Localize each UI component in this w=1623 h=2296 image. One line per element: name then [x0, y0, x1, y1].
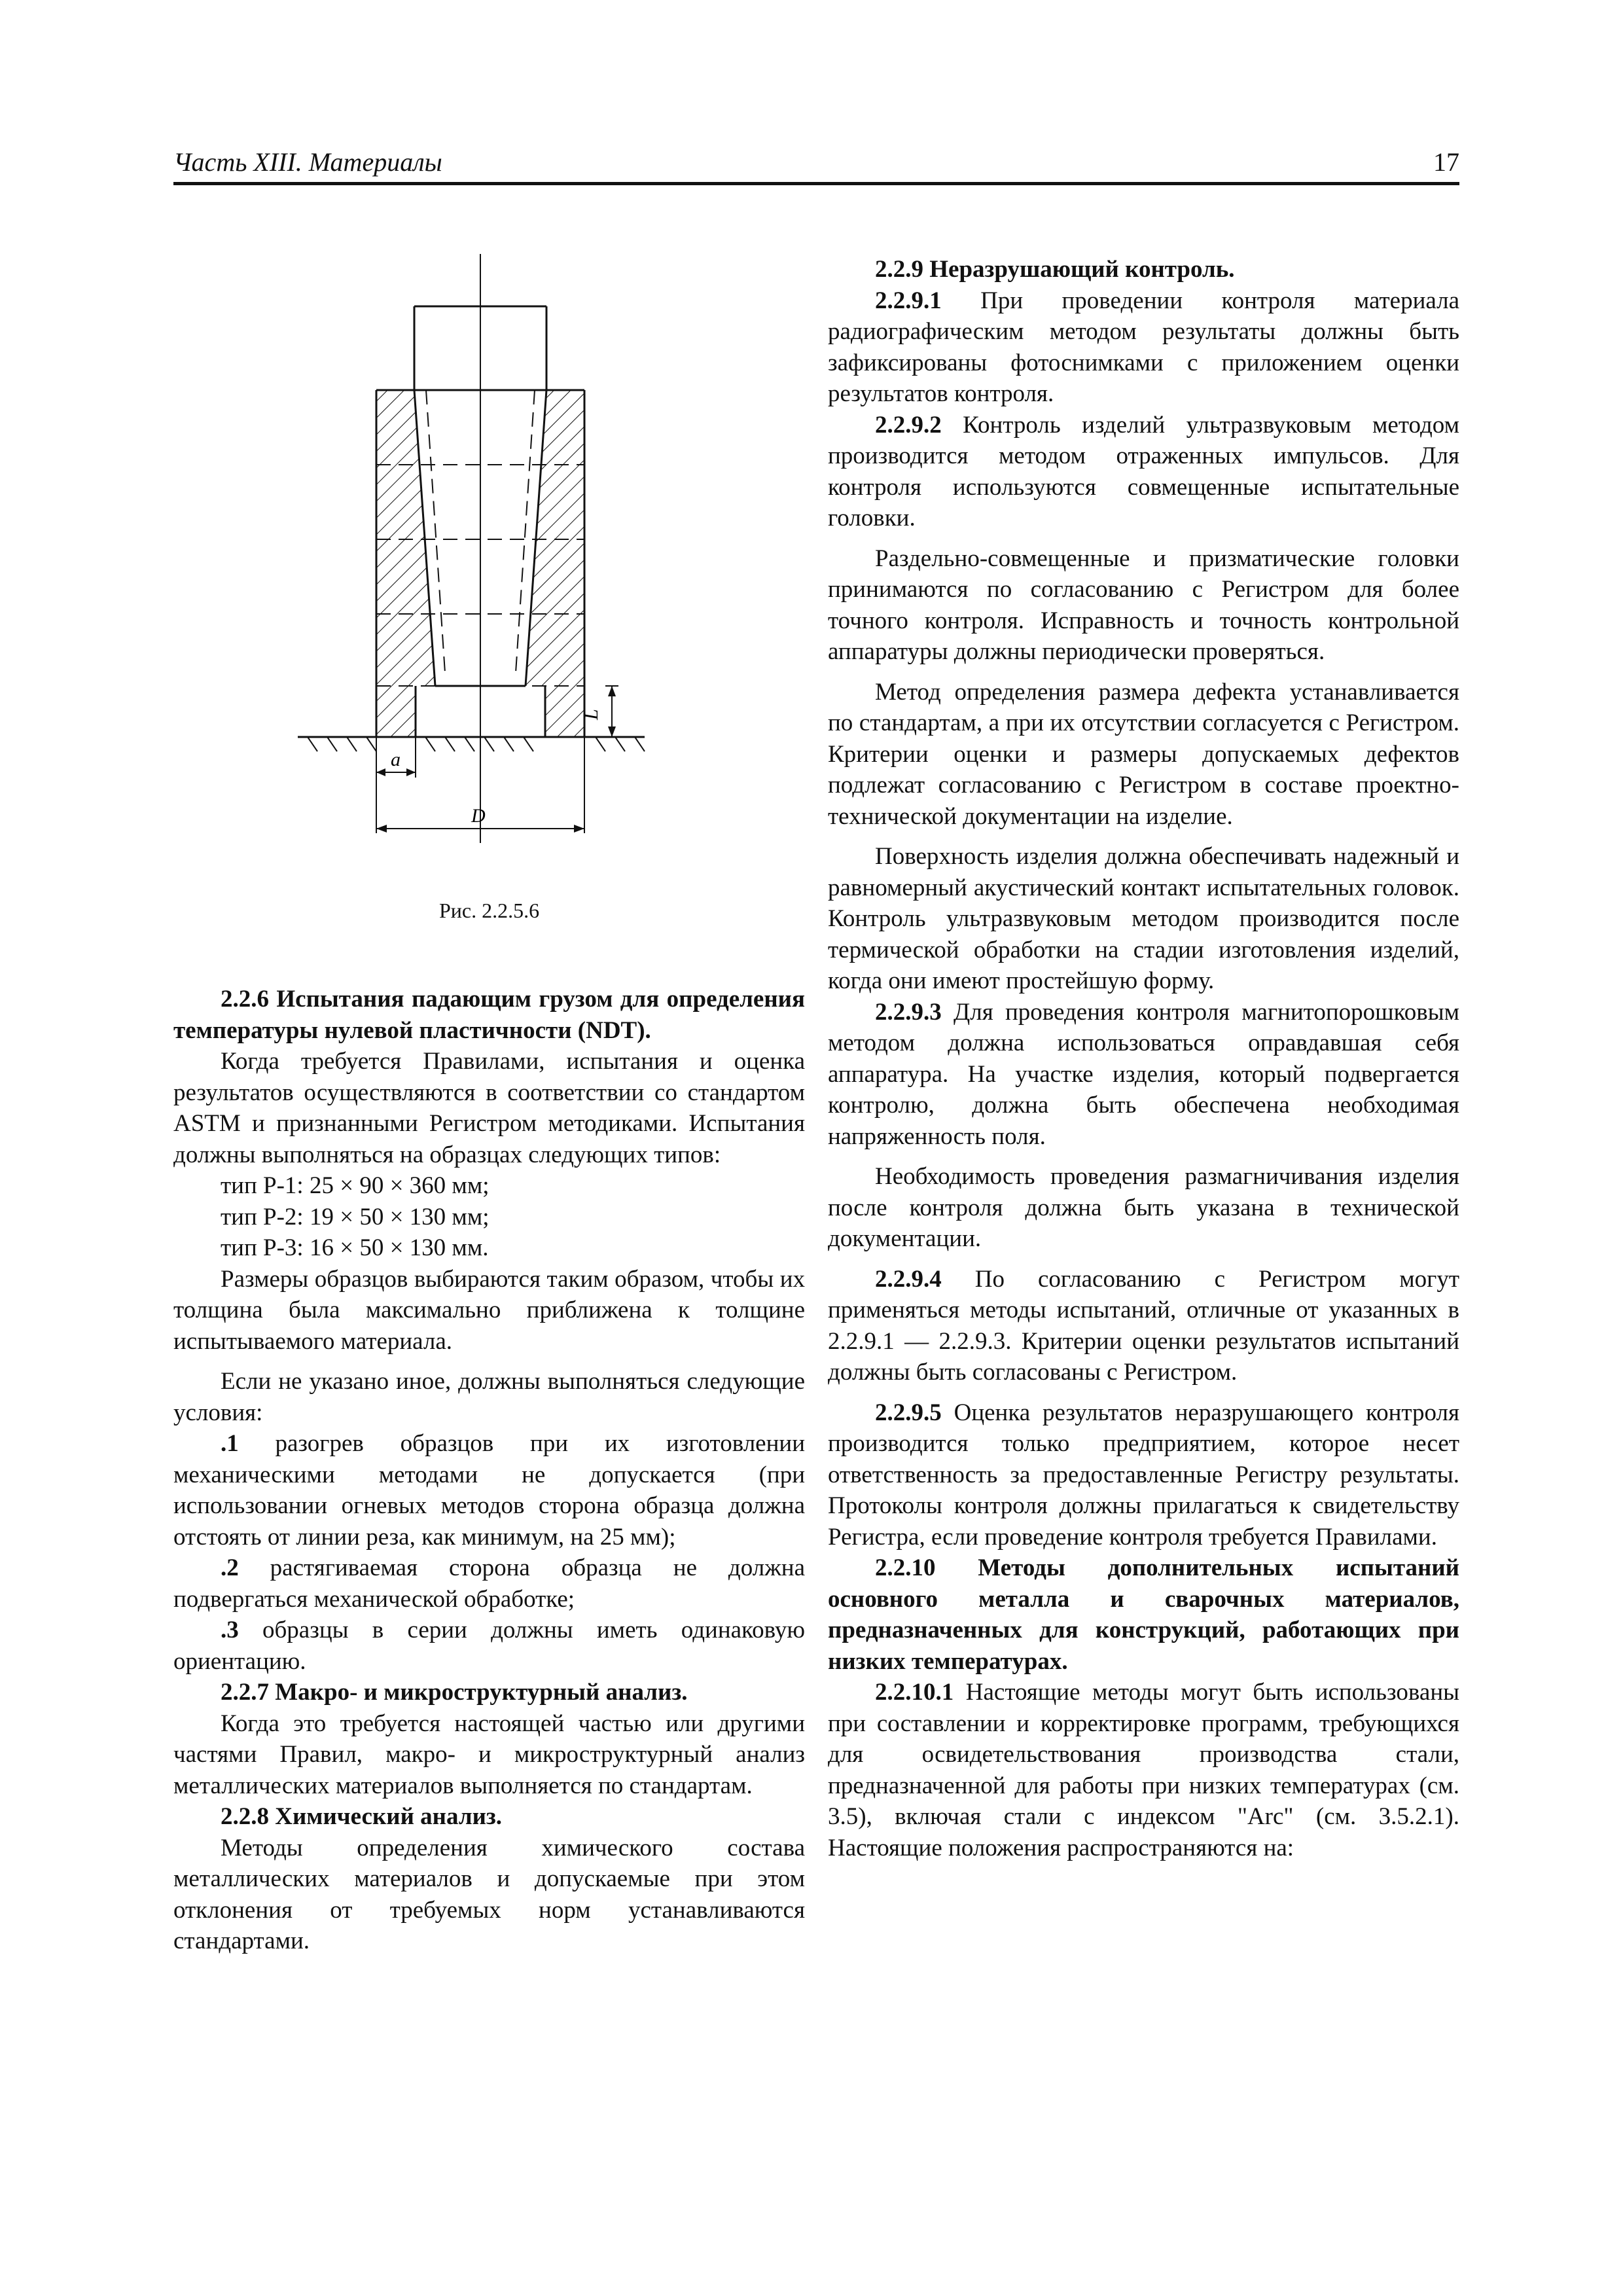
surface-paragraph: Поверхность изделия должна обеспечивать надежный и равномерный акустический контакт испытательных головок. Контроль ультразвуковым методом производится после термической обработки на стадии изготовления изделий, когда они имеют простейшую форму. [828, 843, 1459, 994]
page-number: 17 [1433, 147, 1459, 177]
section-2-2-6-heading: 2.2.6 Испытания падающим грузом для определения температуры нулевой пластичности (NDT). [173, 986, 805, 1044]
section-2-2-9-3: 2.2.9.3 Для проведения контроля магнитопорошковым методом должна использоваться оправдавшая себя аппаратура. На участке изделия, который подвергается контролю, должна быть обеспечена необходимая напряженность поля. [828, 998, 1459, 1150]
specimen-size-paragraph: Размеры образцов выбираются таким образом, чтобы их толщина была максимально приближена к толщине испытываемого материала. [173, 1265, 805, 1355]
specimen-type-p1: тип Р-1: 25 × 90 × 360 мм; [221, 1172, 490, 1199]
condition-1: .1 разогрев образцов при их изготовлении механическими методами не допускается (при использовании огневых методов сторона образца должна отстоять от линии реза, как минимум, на 25 мм); [173, 1430, 805, 1551]
section-2-2-7-heading: 2.2.7 Макро- и микроструктурный анализ. [221, 1679, 688, 1706]
right-column [828, 254, 1459, 1863]
section-2-2-10-heading: 2.2.10 Методы дополнительных испытаний основного металла и сварочных материалов, предназначенных для конструкций, работающих при низких температурах. [828, 1554, 1459, 1675]
defect-size-paragraph: Метод определения размера дефекта устанавливается по стандартам, а при их отсутствии согласуется с Регистром. Критерии оценки и размеры допускаемых дефектов подлежат согласованию с Регистром в составе проектно-технической документации на изделие. [828, 678, 1459, 830]
label-L: L [580, 709, 602, 720]
specimen-type-p2: тип Р-2: 19 × 50 × 130 мм; [221, 1203, 490, 1230]
conditions-intro: Если не указано иное, должны выполняться следующие условия: [173, 1368, 805, 1426]
section-2-2-9-heading: 2.2.9 Неразрушающий контроль. [875, 256, 1235, 283]
section-2-2-9-5: 2.2.9.5 Оценка результатов неразрушающего контроля производится только предприятием, которое несет ответственность за предоставленные Регистру результаты. Протоколы контроля должны прилагаться к свидетельству Регистра, если проведение контроля требуется Правилами. [828, 1399, 1459, 1551]
heads-paragraph: Раздельно-совмещенные и призматические головки принимаются по согласованию с Регистром для более точного контроля. Исправность и точность контрольной аппаратуры должны периодически проверяться. [828, 545, 1459, 665]
figure-caption: Рис. 2.2.5.6 [438, 899, 540, 922]
demagnetization-paragraph: Необходимость проведения размагничивания изделия после контроля должна быть указана в технической документации. [828, 1163, 1459, 1252]
section-2-2-7-paragraph: Когда это требуется настоящей частью или другими частями Правил, макро- и микроструктурный анализ металлических материалов выполняется по стандартам. [173, 1710, 805, 1799]
section-2-2-6-paragraph: Когда требуется Правилами, испытания и оценка результатов осуществляются в соответствии со стандартом ASTM и признанными Регистром методиками. Испытания должны выполняться на образцах следующих типов: [173, 1048, 805, 1168]
drop-weight-fixture-drawing [173, 254, 805, 895]
section-2-2-8-paragraph: Методы определения химического состава металлических материалов и допускаемые при этом отклонения от требуемых норм устанавливаются стандартами. [173, 1834, 805, 1954]
section-2-2-10-1: 2.2.10.1 Настоящие методы могут быть использованы при составлении и корректировке программ, требующихся для освидетельствования производства стали, предназначенной для работы при низких температурах (см. 3.5), включая стали с индексом "Arc" (см. 3.5.2.1). Настоящие положения распространяются на: [828, 1679, 1459, 1861]
section-2-2-8-heading: 2.2.8 Химический анализ. [221, 1803, 503, 1830]
condition-2: .2 растягиваемая сторона образца не должна подвергаться механической обработке; [173, 1554, 805, 1613]
label-D: D [471, 805, 486, 827]
section-2-2-9-1: 2.2.9.1 При проведении контроля материала радиографическим методом результаты должны быть зафиксированы фотоснимками с приложением оценки результатов контроля. [828, 287, 1459, 407]
header-title: Часть XIII. Материалы [173, 147, 442, 177]
condition-3: .3 образцы в серии должны иметь одинаковую ориентацию. [173, 1617, 805, 1675]
section-2-2-9-4: 2.2.9.4 По согласованию с Регистром могут применяться методы испытаний, отличные от указанных в 2.2.9.1 — 2.2.9.3. Критерии оценки результатов испытаний должны быть согласованы с Регистром. [828, 1265, 1459, 1386]
page-header [173, 144, 1459, 185]
specimen-type-p3: тип Р-3: 16 × 50 × 130 мм. [221, 1234, 489, 1261]
label-a: a [391, 749, 401, 770]
section-2-2-9-2: 2.2.9.2 Контроль изделий ультразвуковым методом производится методом отраженных импульсов. Для контроля используются совмещенные испытательные головки. [828, 411, 1459, 531]
figure-2-2-5-6 [173, 254, 805, 931]
left-column [173, 254, 805, 1957]
